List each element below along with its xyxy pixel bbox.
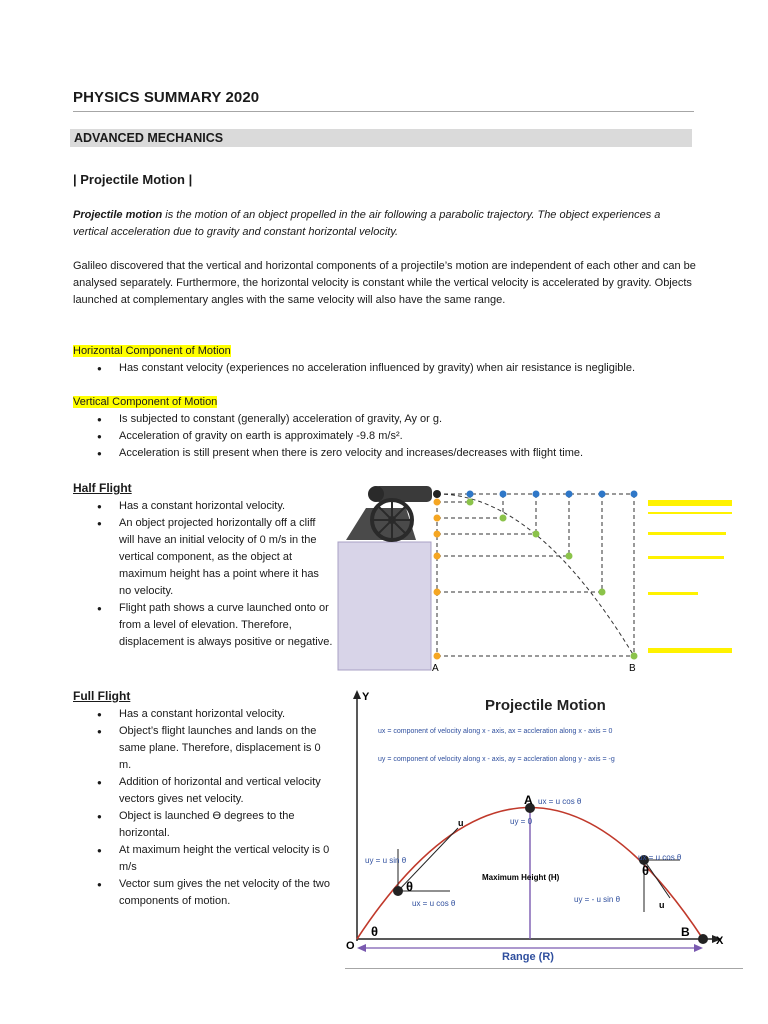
figure-title: Projectile Motion: [485, 697, 606, 714]
list-item: ● At maximum height the vertical velocity is 0 m/s: [73, 842, 335, 876]
list-item: ● Is subjected to constant (generally) acceleration of gravity, Ay or g.: [73, 411, 713, 428]
list-item: ● Object’s flight launches and lands on the same plane. Therefore, displacement is 0 m.: [73, 723, 335, 774]
list-item: ● Addition of horizontal and vertical velocity vectors gives net velocity.: [73, 774, 335, 808]
list-item: ● Has constant velocity (experiences no acceleration influenced by gravity) when air resistance is negligible.: [73, 360, 713, 377]
horizontal-label-wrap: [73, 345, 231, 357]
x-axis-label: X: [716, 935, 724, 947]
figure-underline: [345, 968, 743, 969]
launch-ball: [433, 490, 441, 498]
left-uy-label: uy = u sin θ: [365, 856, 407, 865]
legend-ux: ux = component of velocity along x - axis, ax = accleration along x - axis = 0: [378, 728, 613, 735]
list-item: ● Vector sum gives the net velocity of the two components of motion.: [73, 876, 335, 910]
vertical-list: [73, 411, 713, 462]
highlight-marks: [648, 500, 732, 653]
point-a-label: A: [432, 663, 439, 674]
y-axis-arrow: [353, 690, 361, 699]
title-divider: [73, 111, 694, 112]
section-bar: [70, 129, 692, 147]
range-label: Range (R): [502, 951, 554, 963]
y-axis-label: Y: [362, 691, 370, 703]
origin-theta-label: θ: [371, 924, 379, 939]
half-flight-heading: Half Flight: [73, 481, 132, 495]
definition-text: is the motion of an object propelled in the air following a parabolic trajectory. The object experiences a vertical acceleration due to gravity and constant horizontal velocity.: [73, 209, 661, 238]
vertical-component-label: Vertical Component of Motion: [73, 396, 218, 408]
origin-label: O: [346, 940, 355, 952]
list-item: ● Has a constant horizontal velocity.: [73, 706, 335, 723]
full-flight-heading: Full Flight: [73, 689, 131, 703]
right-u-label: u: [659, 900, 665, 910]
max-height-label: Maximum Height (H): [482, 873, 560, 882]
list-item: ● Acceleration is still present when there is zero velocity and increases/decreases with flight time.: [73, 445, 713, 462]
vertical-label-wrap: [73, 396, 217, 408]
full-flight-list: [73, 706, 335, 910]
right-theta-label: θ: [642, 863, 650, 878]
list-item: ● Acceleration of gravity on earth is approximately -9.8 m/s².: [73, 428, 713, 445]
topic-heading: | Projectile Motion |: [73, 172, 193, 187]
point-b-label: B: [681, 925, 690, 939]
half-flight-list: [73, 498, 333, 651]
half-flight-figure: [336, 478, 736, 676]
right-ux-label: ux = u cos θ: [638, 853, 682, 862]
definition-term: Projectile motion: [73, 209, 163, 221]
page-title: PHYSICS SUMMARY 2020: [73, 89, 260, 106]
definition-paragraph: [73, 207, 698, 241]
list-item: ● Flight path shows a curve launched onto or from a level of elevation. Therefore, displacement is always positive or negative.: [73, 600, 333, 651]
point-a-label: A: [524, 793, 533, 807]
ball-landing: [698, 934, 708, 944]
left-ux-label: ux = u cos θ: [412, 899, 456, 908]
a-ux-label: ux = u cos θ: [538, 797, 582, 806]
right-uy-label: uy = - u sin θ: [574, 895, 621, 904]
point-b-label: B: [629, 663, 636, 674]
legend-uy: uy = component of velocity along x - axis, ay = accleration along y - axis = -g: [378, 756, 615, 763]
cliff-block: [338, 542, 431, 670]
left-theta-label: θ: [406, 879, 414, 894]
left-u-label: u: [458, 818, 464, 828]
horizontal-component-label: Horizontal Component of Motion: [73, 345, 231, 357]
list-item: ● An object projected horizontally off a cliff will have an initial velocity of 0 m/s in the vertical component, as the object at maximum height has a point where it has no velocity.: [73, 515, 333, 600]
cannon-icon: [346, 486, 432, 540]
list-item: ● Has a constant horizontal velocity.: [73, 498, 333, 515]
range-arrow-left: [357, 944, 366, 952]
a-uy-label: uy = 0: [510, 817, 533, 826]
projectile-motion-figure: [340, 686, 740, 968]
guide-lines: [437, 494, 634, 656]
list-item: ● Object is launched Ɵ degrees to the horizontal.: [73, 808, 335, 842]
galileo-paragraph: Galileo discovered that the vertical and horizontal components of a projectile’s motion are independent of each other and can be analysed separately. Furthermore, the horizontal velocity is constant while the vertical velocity is accelerated by gravity. Objects launched at complementary angles with the same velocity will also have the same range.: [73, 260, 696, 306]
projectile-position-dots: [467, 499, 638, 660]
section-title: ADVANCED MECHANICS: [74, 131, 224, 145]
range-arrow-right: [694, 944, 703, 952]
horizontal-list: [73, 360, 713, 377]
